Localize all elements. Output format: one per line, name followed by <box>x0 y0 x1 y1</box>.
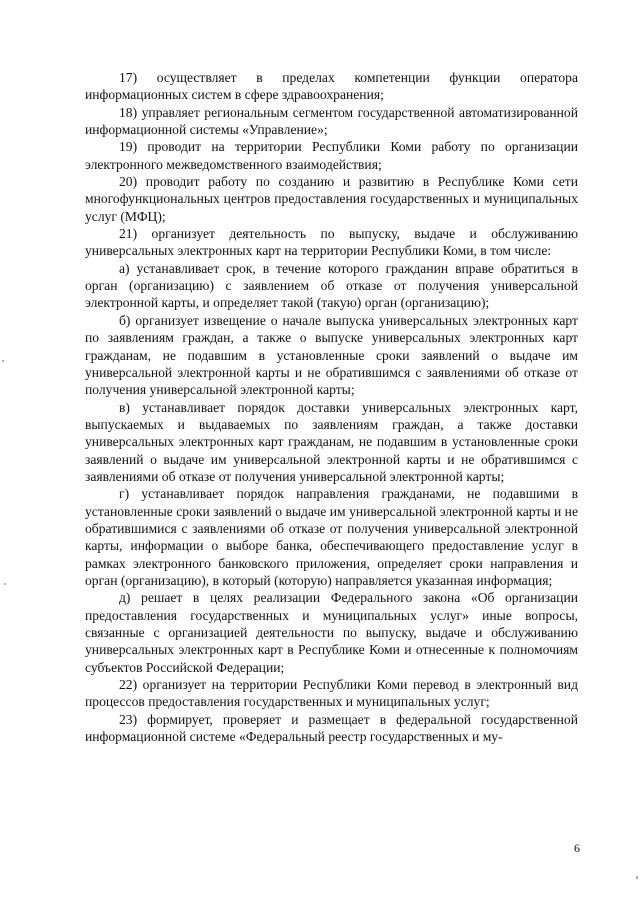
document-body <box>85 69 578 745</box>
paragraph-item-21: 21) организует деятельность по выпуску, выдаче и обслуживанию универсальных электронных карт на территории Республики Коми, в том числе: <box>85 226 578 259</box>
page-number: 6 <box>574 841 580 855</box>
paragraph-subitem-v: в) устанавливает порядок доставки универсальных электронных карт, выпускаемых и выдаваемых по заявлениям граждан, а также доставки универсальных электронных карт гражданам, не подавшим в установленные сроки заявлений о выдаче им универсальной электронной карты и не обратившимся с заявлениями об отказе от получения универсальной электронной карты; <box>85 399 578 484</box>
paragraph-subitem-b: б) организует извещение о начале выпуска универсальных электронных карт по заявлениям граждан, а также о выпуске универсальных электронных карт гражданам, не подавшим в установленные сроки заявлений о выдаче им универсальной электронной карты и не обратившимся с заявлениями об отказе от получения универсальной электронной карты; <box>85 312 578 398</box>
paragraph-subitem-a: а) устанавливает срок, в течение которого гражданин вправе обратиться в орган (организацию) с заявлением об отказе от получения универсальной электронной карты, и определяет такой (такую) орган (организацию); <box>85 260 578 311</box>
paragraph-item-17: 17) осуществляет в пределах компетенции функции оператора информационных систем в сфере здравоохранения; <box>85 70 578 103</box>
paragraph-item-20: 20) проводит работу по созданию и развитию в Республике Коми сети многофункциональных центров предоставления государственных и муниципальных услуг (МФЦ); <box>85 174 578 224</box>
paragraph-item-23: 23) формирует, проверяет и размещает в федеральной государственной информационной системе «Федеральный реестр государственных и му- <box>85 711 578 745</box>
scan-speck-right <box>636 876 638 879</box>
scan-speck-left <box>2 360 4 362</box>
paragraph-subitem-d: д) решает в целях реализации Федерального закона «Об организации предоставления государственных и муниципальных услуг» иные вопросы, связанные с организацией деятельности по выпуску, выдаче и обслуживанию универсальных электронных карт в Республике Коми и отнесенные к полномочиям субъектов Российской Федерации; <box>85 590 578 675</box>
scan-speck-left-lower <box>4 583 6 585</box>
paragraph-item-18: 18) управляет региональным сегментом государственной автоматизированной информационной системы «Управление»; <box>85 104 578 138</box>
paragraph-item-19: 19) проводит на территории Республики Коми работу по организации электронного межведомственного взаимодействия; <box>85 139 578 172</box>
paragraph-item-22: 22) организует на территории Республики Коми перевод в электронный вид процессов предоставления государственных и муниципальных услуг; <box>85 677 578 710</box>
paragraph-subitem-g: г) устанавливает порядок направления гражданами, не подавшими в установленные сроки заявлений о выдаче им универсальной электронной карты и не обратившимися с заявлениями об отказе от получения универсальной электронной карты, информации о выборе банка, обеспечивающего предоставление услуг в рамках электронного банковского приложения, определяет сроки направления и орган (организацию), в который (которую) направляется указанная информация; <box>85 486 578 588</box>
